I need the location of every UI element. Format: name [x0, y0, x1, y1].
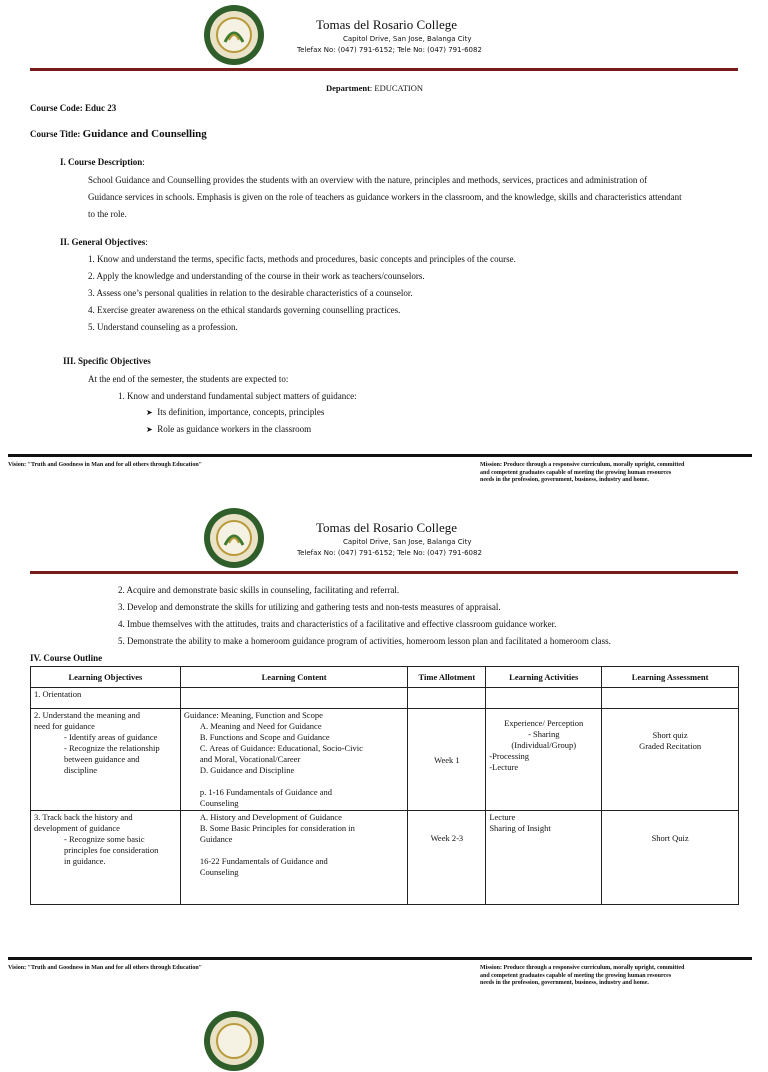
section-course-description: I. Course Description:: [60, 157, 145, 167]
course-title: Course Title: Guidance and Counselling: [30, 128, 207, 140]
bullet-item: ➤ Role as guidance workers in the classroom: [146, 424, 312, 434]
college-contact: Telefax No: (047) 791-6152; Tele No: (047) 791-6082: [297, 46, 482, 54]
general-objective: 2. Apply the knowledge and understanding of the course in their work as teachers/counselors.: [88, 271, 425, 281]
header-learning-objectives: Learning Objectives: [31, 667, 181, 688]
activities-cell: Experience/ Perception - Sharing (Individual/Group) -Processing -Lecture: [486, 709, 602, 811]
college-seal-icon: [203, 507, 265, 569]
content-cell: A. History and Development of Guidance B. Some Basic Principles for consideration in Guidance 16-22 Fundamentals of Guidance and Counseling: [180, 811, 408, 905]
specific-intro: At the end of the semester, the students are expected to:: [88, 374, 289, 384]
table-header-row: [31, 667, 739, 688]
specific-objective: 3. Develop and demonstrate the skills for utilizing and gathering tests and non-tests measures of appraisal.: [118, 602, 501, 612]
time-cell: Week 2-3: [408, 811, 486, 905]
course-code: Course Code: Educ 23: [30, 103, 117, 113]
specific-objective: 2. Acquire and demonstrate basic skills in counseling, facilitating and referral.: [118, 585, 400, 595]
college-seal-icon: [203, 4, 265, 66]
college-seal-icon: [203, 1010, 265, 1072]
specific-objective: 5. Demonstrate the ability to make a homeroom guidance program of activities, homeroom lesson plan and facilitated a homeroom class.: [118, 636, 611, 646]
objective-cell: 2. Understand the meaning and need for guidance - Identify areas of guidance - Recognize the relationship between guidance and discipline: [31, 709, 181, 811]
header-rule: [30, 571, 738, 574]
general-objective: 5. Understand counseling as a profession.: [88, 322, 238, 332]
mission-text: Mission: Produce through a responsive curriculum, morally upright, committed and competent graduates capable of meeting the growing human resources needs in the profession, government, business, industry and home.: [480, 965, 685, 986]
table-row: [31, 811, 739, 905]
assessment-cell: Short Quiz: [602, 811, 739, 905]
table-row: [31, 688, 739, 709]
description-line: Guidance services in schools. Emphasis is given on the role of teachers as guidance workers in the classroom, and the knowledge, skills and characteristics attendant: [88, 192, 682, 202]
college-name: Tomas del Rosario College: [316, 17, 457, 32]
general-objective: 1. Know and understand the terms, specific facts, methods and procedures, basic concepts and principles of the course.: [88, 254, 516, 264]
general-objective: 4. Exercise greater awareness on the ethical standards governing counselling practices.: [88, 305, 401, 315]
description-line: School Guidance and Counselling provides the students with an overview with the nature, principles and methods, services, practices and administration of: [88, 175, 648, 185]
arrow-bullet-icon: ➤: [146, 425, 153, 434]
time-cell: [408, 688, 486, 709]
specific-objective: 4. Imbue themselves with the attitudes, traits and characteristics of a facilitative and effective classroom guidance worker.: [118, 619, 557, 629]
vision-text: Vision: "Truth and Goodness in Man and for all others through Education": [8, 462, 202, 468]
vision-text: Vision: "Truth and Goodness in Man and for all others through Education": [8, 965, 202, 971]
footer-rule: [8, 454, 752, 457]
bullet-item: ➤ Its definition, importance, concepts, principles: [146, 407, 325, 417]
course-description: [88, 172, 738, 223]
header-learning-content: Learning Content: [180, 667, 408, 688]
department: Department: EDUCATION: [326, 83, 424, 93]
description-line: to the role.: [88, 209, 127, 219]
college-address: Capitol Drive, San Jose, Balanga City: [343, 35, 472, 43]
college-name: Tomas del Rosario College: [316, 520, 457, 535]
table-row: [31, 709, 739, 811]
header-rule: [30, 68, 738, 71]
assessment-cell: Short quiz Graded Recitation: [602, 709, 739, 811]
activities-cell: [486, 688, 602, 709]
section-specific-objectives: III. Specific Objectives: [63, 356, 151, 366]
content-cell: [180, 688, 408, 709]
header-learning-activities: Learning Activities: [486, 667, 602, 688]
activities-cell: Lecture Sharing of Insight: [486, 811, 602, 905]
specific-objective: 1. Know and understand fundamental subject matters of guidance:: [118, 391, 357, 401]
college-contact: Telefax No: (047) 791-6152; Tele No: (047) 791-6082: [297, 549, 482, 557]
arrow-bullet-icon: ➤: [146, 408, 153, 417]
section-course-outline: IV. Course Outline: [30, 653, 103, 663]
footer-rule: [8, 957, 752, 960]
header-time-allotment: Time Allotment: [408, 667, 486, 688]
assessment-cell: [602, 688, 739, 709]
objective-cell: 3. Track back the history and development of guidance - Recognize some basic principles foe consideration in guidance.: [31, 811, 181, 905]
content-cell: Guidance: Meaning, Function and Scope A. Meaning and Need for Guidance B. Functions and Scope and Guidance C. Areas of Guidance: Educational, Socio-Civic and Moral, Vocational/Career D. Guidance and Discipline p. 1-16 Fundamentals of Guidance and Counseling: [180, 709, 408, 811]
time-cell: Week 1: [408, 709, 486, 811]
college-address: Capitol Drive, San Jose, Balanga City: [343, 538, 472, 546]
header-learning-assessment: Learning Assessment: [602, 667, 739, 688]
course-outline-table: [30, 666, 739, 905]
general-objective: 3. Assess one’s personal qualities in relation to the desirable characteristics of a counselor.: [88, 288, 413, 298]
mission-text: Mission: Produce through a responsive curriculum, morally upright, committed and competent graduates capable of meeting the growing human resources needs in the profession, government, business, industry and home.: [480, 462, 685, 483]
section-general-objectives: II. General Objectives:: [60, 237, 148, 247]
objective-cell: 1. Orientation: [31, 688, 181, 709]
